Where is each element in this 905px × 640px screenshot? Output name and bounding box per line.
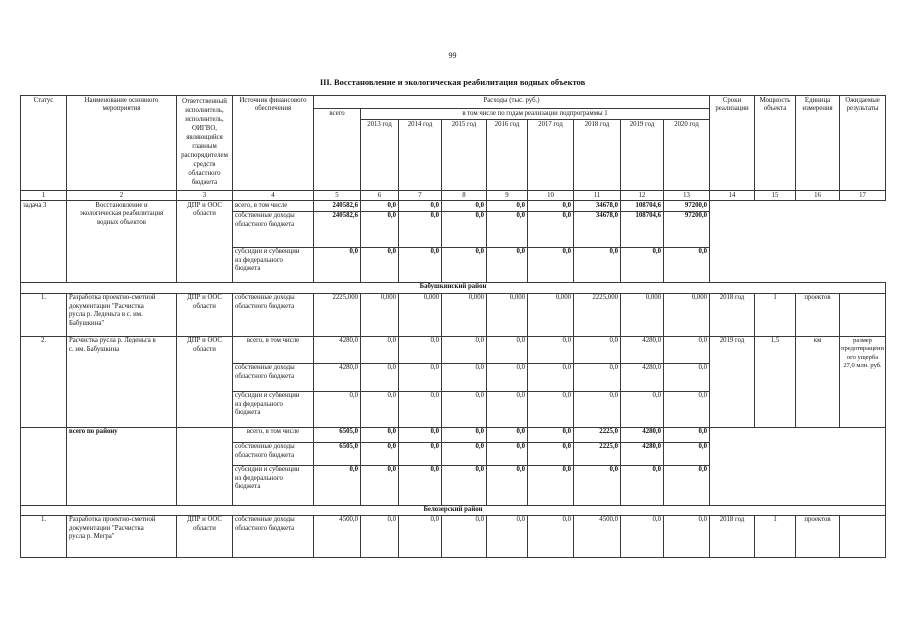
expense-cell: 0,0 <box>487 465 528 505</box>
expense-cell: 108704,6 <box>621 211 664 247</box>
item-executor: ДПР и ООС области <box>177 293 233 336</box>
header-year-2014: 2014 год <box>399 120 442 191</box>
expense-cell: 0,0 <box>442 515 487 557</box>
header-name: Наименование основного мероприятия <box>67 96 177 191</box>
item-results <box>840 293 886 336</box>
expense-cell: 0,0 <box>664 427 710 442</box>
section-title-babushkinsky: Бабушкинский район <box>21 282 886 293</box>
empty-cell <box>177 427 233 505</box>
funding-source-cell: всего, в том числе <box>233 336 314 363</box>
expense-cell: 4500,0 <box>574 515 621 557</box>
expense-cell: 0,0 <box>528 427 574 442</box>
expense-cell: 0,0 <box>399 211 442 247</box>
empty-cell <box>710 201 886 282</box>
task-name: Восстановление и экологическая реабилитация водных объектов <box>67 201 177 282</box>
expense-cell: 0,000 <box>442 293 487 336</box>
expense-cell: 240582,6 <box>314 201 361 211</box>
expense-cell: 0,0 <box>442 247 487 282</box>
expense-cell: 0,0 <box>399 201 442 211</box>
expense-cell: 0,0 <box>399 515 442 557</box>
header-total: всего <box>314 109 361 191</box>
column-number-cell: 3 <box>177 191 233 201</box>
item-number: 2. <box>21 336 67 427</box>
expense-cell: 0,0 <box>361 211 399 247</box>
item-name: Разработка проектно-сметной документации "Расчистка русла р. Мегра" <box>67 515 177 557</box>
column-number-cell: 11 <box>574 191 621 201</box>
expense-cell: 0,0 <box>528 211 574 247</box>
expense-cell: 0,0 <box>399 363 442 391</box>
column-number-cell: 12 <box>621 191 664 201</box>
funding-source-cell: субсидии и субвенции из федерального бюджета <box>233 391 314 427</box>
expense-cell: 0,0 <box>314 465 361 505</box>
expense-cell: 6505,0 <box>314 442 361 465</box>
expense-cell: 0,0 <box>528 391 574 427</box>
expense-cell: 4280,0 <box>621 442 664 465</box>
column-number-cell: 8 <box>442 191 487 201</box>
expense-cell: 0,0 <box>399 336 442 363</box>
expense-cell: 0,0 <box>487 211 528 247</box>
header-year-2020: 2020 год <box>664 120 710 191</box>
page-title: III. Восстановление и экологическая реабилитация водных объектов <box>319 77 586 87</box>
expense-cell: 0,0 <box>621 391 664 427</box>
expense-cell: 0,0 <box>399 427 442 442</box>
expense-cell: 2225,000 <box>574 293 621 336</box>
item-executor: ДПР и ООС области <box>177 515 233 557</box>
expense-cell: 0,0 <box>528 247 574 282</box>
header-expenses: Расходы (тыс. руб.) <box>314 96 710 109</box>
item-unit: проектов <box>796 293 840 336</box>
item-results: размер предотвращенн ого ущерба 27,0 млн. руб. <box>840 336 886 427</box>
item-period: 2018 год <box>710 293 755 336</box>
expense-cell: 0,0 <box>528 363 574 391</box>
header-unit: Единица измерения <box>796 96 840 191</box>
expense-cell: 34678,0 <box>574 211 621 247</box>
expense-cell: 0,0 <box>442 427 487 442</box>
expense-cell: 0,0 <box>314 391 361 427</box>
expense-cell: 0,0 <box>621 465 664 505</box>
funding-source-cell: субсидии и субвенции из федерального бюджета <box>233 247 314 282</box>
expense-cell: 2225,0 <box>574 427 621 442</box>
header-year-2015: 2015 год <box>442 120 487 191</box>
expense-cell: 0,0 <box>361 465 399 505</box>
expense-cell: 0,0 <box>574 336 621 363</box>
expense-cell: 4280,0 <box>621 336 664 363</box>
expense-cell: 4280,0 <box>621 427 664 442</box>
empty-cell <box>21 427 67 505</box>
expense-cell: 0,0 <box>361 247 399 282</box>
expense-cell: 0,0 <box>361 363 399 391</box>
expense-cell: 0,0 <box>361 442 399 465</box>
expense-cell: 0,0 <box>574 465 621 505</box>
expense-cell: 0,0 <box>487 336 528 363</box>
column-number-cell: 7 <box>399 191 442 201</box>
expense-cell: 2225,000 <box>314 293 361 336</box>
expense-cell: 0,0 <box>621 515 664 557</box>
header-year-2018: 2018 год <box>574 120 621 191</box>
expense-cell: 4280,0 <box>314 363 361 391</box>
header-executor: Ответственный исполнитель, исполнитель, ОИГВО, являющийся главным распорядителем средств областного бюджета <box>177 96 233 191</box>
expense-cell: 0,0 <box>487 391 528 427</box>
expense-cell: 0,0 <box>664 391 710 427</box>
expense-cell: 0,0 <box>574 247 621 282</box>
item-capacity: 1 <box>755 293 796 336</box>
expense-cell: 0,0 <box>487 442 528 465</box>
expense-cell: 0,000 <box>621 293 664 336</box>
expense-cell: 34678,0 <box>574 201 621 211</box>
task-status: задача 3 <box>21 201 67 282</box>
expense-cell: 0,0 <box>442 336 487 363</box>
expense-cell: 0,0 <box>528 465 574 505</box>
expense-cell: 0,000 <box>487 293 528 336</box>
expense-cell: 0,0 <box>574 391 621 427</box>
item-results <box>840 515 886 557</box>
funding-source-cell: собственные доходы областного бюджета <box>233 515 314 557</box>
item-capacity: 1 <box>755 515 796 557</box>
funding-source-cell: собственные доходы областного бюджета <box>233 363 314 391</box>
expense-cell: 0,0 <box>442 391 487 427</box>
header-status: Статус <box>21 96 67 191</box>
expense-cell: 0,0 <box>361 201 399 211</box>
expense-cell: 0,000 <box>528 293 574 336</box>
expense-cell: 6505,0 <box>314 427 361 442</box>
item-period: 2019 год <box>710 336 755 427</box>
expense-cell: 0,0 <box>528 201 574 211</box>
funding-source-cell: собственные доходы областного бюджета <box>233 442 314 465</box>
column-number-cell: 4 <box>233 191 314 201</box>
expense-cell: 0,0 <box>361 427 399 442</box>
header-source: Источник финансового обеспечения <box>233 96 314 191</box>
expense-cell: 108704,6 <box>621 201 664 211</box>
funding-source-cell: всего, в том числе <box>233 427 314 442</box>
item-capacity: 1,5 <box>755 336 796 427</box>
expense-cell: 0,0 <box>528 336 574 363</box>
expense-cell: 0,0 <box>664 442 710 465</box>
task-executor: ДПР и ООС области <box>177 201 233 282</box>
column-number-cell: 15 <box>755 191 796 201</box>
expense-cell: 0,0 <box>487 427 528 442</box>
expense-cell: 0,0 <box>399 391 442 427</box>
header-capacity: Мощность объекта <box>755 96 796 191</box>
header-results: Ожидаемые результаты <box>840 96 886 191</box>
expense-cell: 0,0 <box>664 363 710 391</box>
funding-source-cell: всего, в том числе <box>233 201 314 211</box>
item-unit: км <box>796 336 840 427</box>
funding-source-cell: собственные доходы областного бюджета <box>233 293 314 336</box>
expense-cell: 0,0 <box>487 247 528 282</box>
empty-cell <box>710 427 886 505</box>
district-total-label: всего по району <box>67 427 177 505</box>
expense-cell: 0,0 <box>664 247 710 282</box>
page-number: 99 <box>448 51 457 60</box>
expense-cell: 0,0 <box>361 515 399 557</box>
item-name: Разработка проектно-сметной документации "Расчистка русла р. Леденьга в с. им. Бабушкина" <box>67 293 177 336</box>
header-year-2016: 2016 год <box>487 120 528 191</box>
expense-cell: 0,0 <box>664 465 710 505</box>
expense-cell: 0,0 <box>664 336 710 363</box>
column-number-cell: 17 <box>840 191 886 201</box>
expense-cell: 0,0 <box>574 363 621 391</box>
funding-source-cell: субсидии и субвенции из федерального бюджета <box>233 465 314 505</box>
expense-cell: 0,0 <box>442 465 487 505</box>
expense-cell: 4500,0 <box>314 515 361 557</box>
expense-cell: 0,0 <box>528 442 574 465</box>
expense-cell: 0,0 <box>442 363 487 391</box>
expense-cell: 4280,0 <box>314 336 361 363</box>
expense-cell: 0,000 <box>361 293 399 336</box>
expense-cell: 0,0 <box>399 442 442 465</box>
expense-cell: 0,0 <box>361 391 399 427</box>
column-number-cell: 14 <box>710 191 755 201</box>
column-number-cell: 9 <box>487 191 528 201</box>
funding-source-cell: собственные доходы областного бюджета <box>233 211 314 247</box>
column-number-cell: 16 <box>796 191 840 201</box>
header-year-2017: 2017 год <box>528 120 574 191</box>
item-number: 1. <box>21 293 67 336</box>
expense-cell: 0,000 <box>399 293 442 336</box>
column-number-cell: 1 <box>21 191 67 201</box>
expense-cell: 2225,0 <box>574 442 621 465</box>
column-number-cell: 2 <box>67 191 177 201</box>
expense-cell: 0,0 <box>621 247 664 282</box>
expense-cell: 4280,0 <box>621 363 664 391</box>
column-number-cell: 13 <box>664 191 710 201</box>
expense-cell: 0,0 <box>442 201 487 211</box>
column-number-cell: 6 <box>361 191 399 201</box>
expense-cell: 97200,0 <box>664 211 710 247</box>
section-title-belozersky: Белозерский район <box>21 505 886 515</box>
expense-cell: 0,0 <box>487 363 528 391</box>
expense-cell: 0,0 <box>361 336 399 363</box>
expense-cell: 0,0 <box>528 515 574 557</box>
item-unit: проектов <box>796 515 840 557</box>
expense-cell: 0,0 <box>442 442 487 465</box>
column-number-cell: 10 <box>528 191 574 201</box>
expense-cell: 0,000 <box>664 293 710 336</box>
item-name: Расчистка русла р. Леденьга в с. им. Бабушкина <box>67 336 177 427</box>
expense-cell: 0,0 <box>664 515 710 557</box>
expense-cell: 0,0 <box>487 201 528 211</box>
header-year-2013: 2013 год <box>361 120 399 191</box>
expense-cell: 240582,6 <box>314 211 361 247</box>
header-by-years: в том числе по годам реализации подпрограммы 1 <box>361 109 710 120</box>
expense-cell: 0,0 <box>399 465 442 505</box>
expense-cell: 0,0 <box>399 247 442 282</box>
header-year-2019: 2019 год <box>621 120 664 191</box>
column-number-cell: 5 <box>314 191 361 201</box>
expense-cell: 0,0 <box>314 247 361 282</box>
item-period: 2018 год <box>710 515 755 557</box>
expense-cell: 0,0 <box>487 515 528 557</box>
expense-cell: 97200,0 <box>664 201 710 211</box>
item-number: 1. <box>21 515 67 557</box>
header-period: Сроки реализации <box>710 96 755 191</box>
expenses-table <box>20 95 886 558</box>
item-executor: ДПР и ООС области <box>177 336 233 427</box>
expense-cell: 0,0 <box>442 211 487 247</box>
